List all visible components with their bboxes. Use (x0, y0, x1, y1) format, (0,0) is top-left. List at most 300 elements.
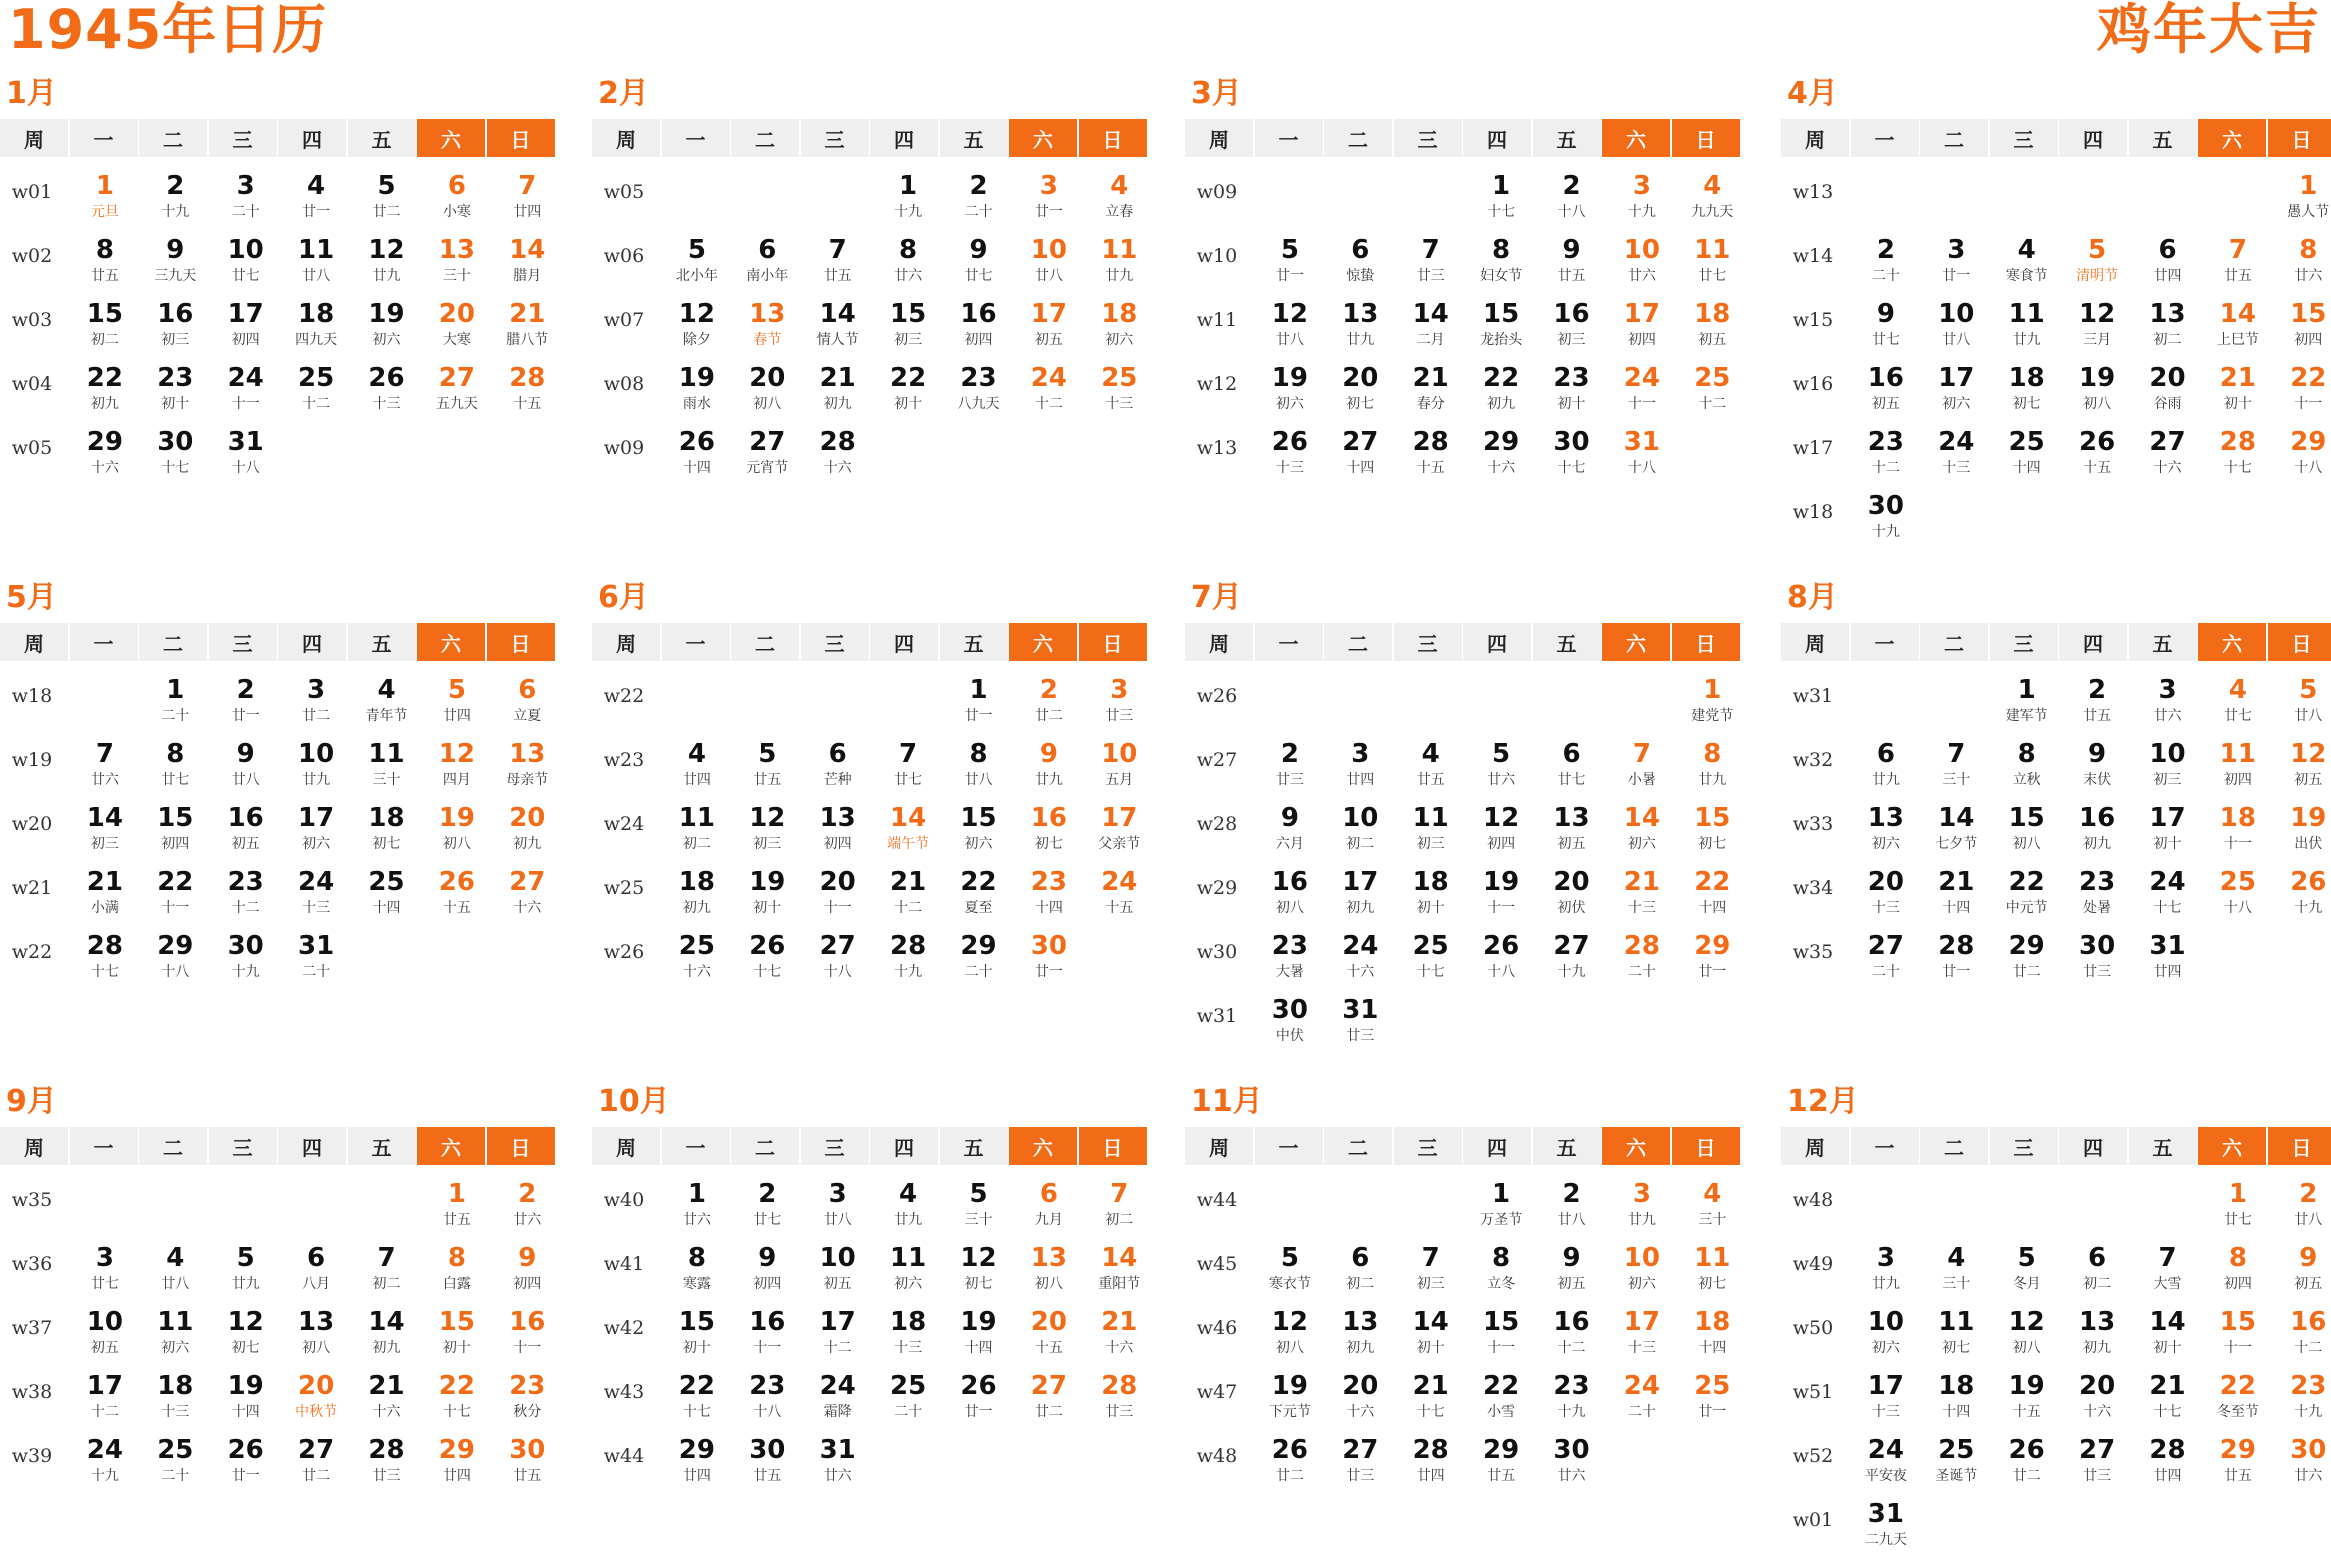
day-cell[interactable] (874, 865, 943, 929)
day-cell[interactable] (493, 297, 562, 361)
day-cell[interactable] (733, 1241, 802, 1305)
day-cell[interactable] (662, 1433, 731, 1497)
day-cell[interactable] (662, 737, 731, 801)
day-cell[interactable] (1537, 233, 1606, 297)
day-cell[interactable] (944, 1305, 1013, 1369)
day-cell[interactable] (944, 801, 1013, 865)
day-cell[interactable] (1607, 297, 1676, 361)
day-cell[interactable] (141, 1241, 210, 1305)
day-cell[interactable] (1255, 737, 1324, 801)
day-cell[interactable] (2063, 673, 2132, 737)
day-cell[interactable] (2274, 1369, 2331, 1433)
day-cell[interactable] (2133, 297, 2202, 361)
day-cell[interactable] (2203, 737, 2272, 801)
day-cell[interactable] (70, 297, 139, 361)
day-cell[interactable] (1467, 1241, 1536, 1305)
day-cell[interactable] (1922, 425, 1991, 489)
day-cell[interactable] (352, 737, 421, 801)
day-cell[interactable] (1326, 361, 1395, 425)
day-cell[interactable] (1326, 425, 1395, 489)
day-cell[interactable] (2133, 673, 2202, 737)
day-cell[interactable] (874, 1369, 943, 1433)
day-cell[interactable] (944, 169, 1013, 233)
day-cell[interactable] (1326, 993, 1395, 1057)
day-cell[interactable] (70, 737, 139, 801)
day-cell[interactable] (803, 865, 872, 929)
day-cell[interactable] (803, 1177, 872, 1241)
day-cell[interactable] (493, 1305, 562, 1369)
day-cell[interactable] (1467, 361, 1536, 425)
day-cell[interactable] (493, 737, 562, 801)
day-cell[interactable] (2274, 673, 2331, 737)
day-cell[interactable] (211, 865, 280, 929)
day-cell[interactable] (1537, 1305, 1606, 1369)
day-cell[interactable] (422, 865, 491, 929)
day-cell[interactable] (2133, 1305, 2202, 1369)
day-cell[interactable] (70, 801, 139, 865)
day-cell[interactable] (141, 1433, 210, 1497)
day-cell[interactable] (1014, 865, 1083, 929)
day-cell[interactable] (662, 361, 731, 425)
day-cell[interactable] (803, 233, 872, 297)
day-cell[interactable] (1467, 233, 1536, 297)
day-cell[interactable] (1085, 297, 1154, 361)
day-cell[interactable] (493, 1369, 562, 1433)
day-cell[interactable] (70, 169, 139, 233)
day-cell[interactable] (662, 1177, 731, 1241)
day-cell[interactable] (2203, 233, 2272, 297)
day-cell[interactable] (944, 233, 1013, 297)
day-cell[interactable] (211, 1305, 280, 1369)
day-cell[interactable] (282, 1433, 351, 1497)
day-cell[interactable] (874, 801, 943, 865)
day-cell[interactable] (2063, 929, 2132, 993)
day-cell[interactable] (803, 1305, 872, 1369)
day-cell[interactable] (1922, 737, 1991, 801)
day-cell[interactable] (1085, 1241, 1154, 1305)
day-cell[interactable] (733, 801, 802, 865)
day-cell[interactable] (1922, 801, 1991, 865)
day-cell[interactable] (1014, 929, 1083, 993)
day-cell[interactable] (493, 1433, 562, 1497)
day-cell[interactable] (2133, 865, 2202, 929)
day-cell[interactable] (733, 425, 802, 489)
day-cell[interactable] (141, 929, 210, 993)
day-cell[interactable] (422, 1241, 491, 1305)
day-cell[interactable] (2063, 801, 2132, 865)
day-cell[interactable] (2274, 297, 2331, 361)
day-cell[interactable] (1537, 169, 1606, 233)
day-cell[interactable] (944, 673, 1013, 737)
day-cell[interactable] (211, 425, 280, 489)
day-cell[interactable] (1537, 865, 1606, 929)
day-cell[interactable] (874, 1241, 943, 1305)
day-cell[interactable] (1607, 737, 1676, 801)
day-cell[interactable] (2133, 1433, 2202, 1497)
day-cell[interactable] (1396, 1433, 1465, 1497)
day-cell[interactable] (2133, 233, 2202, 297)
day-cell[interactable] (141, 361, 210, 425)
day-cell[interactable] (70, 1433, 139, 1497)
day-cell[interactable] (1922, 1305, 1991, 1369)
day-cell[interactable] (803, 1369, 872, 1433)
day-cell[interactable] (803, 297, 872, 361)
day-cell[interactable] (1014, 737, 1083, 801)
day-cell[interactable] (1255, 993, 1324, 1057)
day-cell[interactable] (1922, 929, 1991, 993)
day-cell[interactable] (1678, 1241, 1747, 1305)
day-cell[interactable] (1255, 297, 1324, 361)
day-cell[interactable] (1537, 1433, 1606, 1497)
day-cell[interactable] (1678, 233, 1747, 297)
day-cell[interactable] (733, 1433, 802, 1497)
day-cell[interactable] (1396, 737, 1465, 801)
day-cell[interactable] (1851, 865, 1920, 929)
day-cell[interactable] (141, 1305, 210, 1369)
day-cell[interactable] (1607, 1369, 1676, 1433)
day-cell[interactable] (1396, 425, 1465, 489)
day-cell[interactable] (2133, 1241, 2202, 1305)
day-cell[interactable] (662, 1369, 731, 1433)
day-cell[interactable] (2063, 1433, 2132, 1497)
day-cell[interactable] (352, 1433, 421, 1497)
day-cell[interactable] (1014, 801, 1083, 865)
day-cell[interactable] (2063, 425, 2132, 489)
day-cell[interactable] (282, 233, 351, 297)
day-cell[interactable] (733, 865, 802, 929)
day-cell[interactable] (1537, 297, 1606, 361)
day-cell[interactable] (1851, 1497, 1920, 1561)
day-cell[interactable] (1396, 929, 1465, 993)
day-cell[interactable] (1014, 1177, 1083, 1241)
day-cell[interactable] (2203, 1177, 2272, 1241)
day-cell[interactable] (1326, 929, 1395, 993)
day-cell[interactable] (1537, 1177, 1606, 1241)
day-cell[interactable] (944, 1369, 1013, 1433)
day-cell[interactable] (1467, 297, 1536, 361)
day-cell[interactable] (2274, 233, 2331, 297)
day-cell[interactable] (352, 297, 421, 361)
day-cell[interactable] (493, 361, 562, 425)
day-cell[interactable] (141, 425, 210, 489)
day-cell[interactable] (1467, 801, 1536, 865)
day-cell[interactable] (2203, 801, 2272, 865)
day-cell[interactable] (352, 1241, 421, 1305)
day-cell[interactable] (2203, 1433, 2272, 1497)
day-cell[interactable] (662, 1305, 731, 1369)
day-cell[interactable] (282, 297, 351, 361)
day-cell[interactable] (1085, 801, 1154, 865)
day-cell[interactable] (1851, 801, 1920, 865)
day-cell[interactable] (733, 737, 802, 801)
day-cell[interactable] (422, 297, 491, 361)
day-cell[interactable] (2133, 1369, 2202, 1433)
day-cell[interactable] (662, 1241, 731, 1305)
day-cell[interactable] (733, 929, 802, 993)
day-cell[interactable] (944, 1241, 1013, 1305)
day-cell[interactable] (2274, 169, 2331, 233)
day-cell[interactable] (2274, 361, 2331, 425)
day-cell[interactable] (1467, 425, 1536, 489)
day-cell[interactable] (1467, 1177, 1536, 1241)
day-cell[interactable] (352, 673, 421, 737)
day-cell[interactable] (1326, 233, 1395, 297)
day-cell[interactable] (1851, 1433, 1920, 1497)
day-cell[interactable] (662, 297, 731, 361)
day-cell[interactable] (211, 737, 280, 801)
day-cell[interactable] (141, 169, 210, 233)
day-cell[interactable] (2203, 1241, 2272, 1305)
day-cell[interactable] (1851, 425, 1920, 489)
day-cell[interactable] (1992, 929, 2061, 993)
day-cell[interactable] (1607, 865, 1676, 929)
day-cell[interactable] (2274, 865, 2331, 929)
day-cell[interactable] (1014, 1241, 1083, 1305)
day-cell[interactable] (1326, 801, 1395, 865)
day-cell[interactable] (1607, 929, 1676, 993)
day-cell[interactable] (944, 865, 1013, 929)
day-cell[interactable] (70, 425, 139, 489)
day-cell[interactable] (282, 929, 351, 993)
day-cell[interactable] (70, 361, 139, 425)
day-cell[interactable] (2274, 1241, 2331, 1305)
day-cell[interactable] (1085, 233, 1154, 297)
day-cell[interactable] (2203, 673, 2272, 737)
day-cell[interactable] (1992, 1433, 2061, 1497)
day-cell[interactable] (1085, 169, 1154, 233)
day-cell[interactable] (211, 233, 280, 297)
day-cell[interactable] (141, 801, 210, 865)
day-cell[interactable] (1678, 297, 1747, 361)
day-cell[interactable] (803, 425, 872, 489)
day-cell[interactable] (2133, 361, 2202, 425)
day-cell[interactable] (1326, 865, 1395, 929)
day-cell[interactable] (662, 801, 731, 865)
day-cell[interactable] (2274, 425, 2331, 489)
day-cell[interactable] (211, 1369, 280, 1433)
day-cell[interactable] (662, 425, 731, 489)
day-cell[interactable] (1537, 1369, 1606, 1433)
day-cell[interactable] (2063, 737, 2132, 801)
day-cell[interactable] (1085, 673, 1154, 737)
day-cell[interactable] (2203, 1369, 2272, 1433)
day-cell[interactable] (733, 297, 802, 361)
day-cell[interactable] (2274, 1433, 2331, 1497)
day-cell[interactable] (1014, 233, 1083, 297)
day-cell[interactable] (422, 169, 491, 233)
day-cell[interactable] (803, 801, 872, 865)
day-cell[interactable] (1396, 1241, 1465, 1305)
day-cell[interactable] (1992, 361, 2061, 425)
day-cell[interactable] (2063, 297, 2132, 361)
day-cell[interactable] (662, 929, 731, 993)
day-cell[interactable] (1851, 361, 1920, 425)
day-cell[interactable] (803, 737, 872, 801)
day-cell[interactable] (1085, 865, 1154, 929)
day-cell[interactable] (2274, 1305, 2331, 1369)
day-cell[interactable] (422, 1177, 491, 1241)
day-cell[interactable] (1255, 1305, 1324, 1369)
day-cell[interactable] (1607, 425, 1676, 489)
day-cell[interactable] (2063, 361, 2132, 425)
day-cell[interactable] (70, 233, 139, 297)
day-cell[interactable] (1326, 297, 1395, 361)
day-cell[interactable] (282, 673, 351, 737)
day-cell[interactable] (1396, 865, 1465, 929)
day-cell[interactable] (2203, 297, 2272, 361)
day-cell[interactable] (1085, 1369, 1154, 1433)
day-cell[interactable] (1851, 929, 1920, 993)
day-cell[interactable] (1992, 425, 2061, 489)
day-cell[interactable] (1326, 1369, 1395, 1433)
day-cell[interactable] (1537, 737, 1606, 801)
day-cell[interactable] (944, 737, 1013, 801)
day-cell[interactable] (1467, 169, 1536, 233)
day-cell[interactable] (1537, 801, 1606, 865)
day-cell[interactable] (1396, 801, 1465, 865)
day-cell[interactable] (422, 673, 491, 737)
day-cell[interactable] (1607, 233, 1676, 297)
day-cell[interactable] (2274, 737, 2331, 801)
day-cell[interactable] (2063, 233, 2132, 297)
day-cell[interactable] (1014, 1369, 1083, 1433)
day-cell[interactable] (733, 1305, 802, 1369)
day-cell[interactable] (352, 1369, 421, 1433)
day-cell[interactable] (1467, 865, 1536, 929)
day-cell[interactable] (1607, 1241, 1676, 1305)
day-cell[interactable] (211, 673, 280, 737)
day-cell[interactable] (1537, 1241, 1606, 1305)
day-cell[interactable] (944, 297, 1013, 361)
day-cell[interactable] (1678, 673, 1747, 737)
day-cell[interactable] (1678, 737, 1747, 801)
day-cell[interactable] (1467, 1305, 1536, 1369)
day-cell[interactable] (1992, 297, 2061, 361)
day-cell[interactable] (422, 1305, 491, 1369)
day-cell[interactable] (422, 1369, 491, 1433)
day-cell[interactable] (944, 1177, 1013, 1241)
day-cell[interactable] (1992, 1369, 2061, 1433)
day-cell[interactable] (1851, 233, 1920, 297)
day-cell[interactable] (1396, 361, 1465, 425)
day-cell[interactable] (1537, 361, 1606, 425)
day-cell[interactable] (211, 169, 280, 233)
day-cell[interactable] (1537, 929, 1606, 993)
day-cell[interactable] (1467, 929, 1536, 993)
day-cell[interactable] (1607, 1177, 1676, 1241)
day-cell[interactable] (282, 737, 351, 801)
day-cell[interactable] (282, 361, 351, 425)
day-cell[interactable] (1085, 1305, 1154, 1369)
day-cell[interactable] (211, 1241, 280, 1305)
day-cell[interactable] (70, 1241, 139, 1305)
day-cell[interactable] (493, 865, 562, 929)
day-cell[interactable] (2133, 929, 2202, 993)
day-cell[interactable] (211, 297, 280, 361)
day-cell[interactable] (1085, 361, 1154, 425)
day-cell[interactable] (352, 1305, 421, 1369)
day-cell[interactable] (422, 737, 491, 801)
day-cell[interactable] (422, 233, 491, 297)
day-cell[interactable] (874, 297, 943, 361)
day-cell[interactable] (352, 233, 421, 297)
day-cell[interactable] (1255, 801, 1324, 865)
day-cell[interactable] (1326, 1433, 1395, 1497)
day-cell[interactable] (1255, 1369, 1324, 1433)
day-cell[interactable] (1678, 1177, 1747, 1241)
day-cell[interactable] (352, 169, 421, 233)
day-cell[interactable] (1607, 361, 1676, 425)
day-cell[interactable] (493, 673, 562, 737)
day-cell[interactable] (803, 361, 872, 425)
day-cell[interactable] (1851, 1241, 1920, 1305)
day-cell[interactable] (141, 865, 210, 929)
day-cell[interactable] (2203, 1305, 2272, 1369)
day-cell[interactable] (141, 1369, 210, 1433)
day-cell[interactable] (733, 361, 802, 425)
day-cell[interactable] (874, 169, 943, 233)
day-cell[interactable] (803, 1433, 872, 1497)
day-cell[interactable] (1085, 1177, 1154, 1241)
day-cell[interactable] (733, 1369, 802, 1433)
day-cell[interactable] (1537, 425, 1606, 489)
day-cell[interactable] (2063, 1241, 2132, 1305)
day-cell[interactable] (493, 1177, 562, 1241)
day-cell[interactable] (493, 169, 562, 233)
day-cell[interactable] (1992, 1305, 2061, 1369)
day-cell[interactable] (1678, 801, 1747, 865)
day-cell[interactable] (1396, 297, 1465, 361)
day-cell[interactable] (211, 361, 280, 425)
day-cell[interactable] (70, 1305, 139, 1369)
day-cell[interactable] (874, 1177, 943, 1241)
day-cell[interactable] (1014, 361, 1083, 425)
day-cell[interactable] (70, 865, 139, 929)
day-cell[interactable] (1607, 801, 1676, 865)
day-cell[interactable] (1255, 425, 1324, 489)
day-cell[interactable] (352, 865, 421, 929)
day-cell[interactable] (2274, 1177, 2331, 1241)
day-cell[interactable] (1678, 361, 1747, 425)
day-cell[interactable] (2133, 801, 2202, 865)
day-cell[interactable] (874, 233, 943, 297)
day-cell[interactable] (733, 233, 802, 297)
day-cell[interactable] (1255, 361, 1324, 425)
day-cell[interactable] (1992, 801, 2061, 865)
day-cell[interactable] (282, 1305, 351, 1369)
day-cell[interactable] (1396, 1305, 1465, 1369)
day-cell[interactable] (70, 1369, 139, 1433)
day-cell[interactable] (1396, 1369, 1465, 1433)
day-cell[interactable] (1922, 865, 1991, 929)
day-cell[interactable] (874, 737, 943, 801)
day-cell[interactable] (2203, 425, 2272, 489)
day-cell[interactable] (1255, 1241, 1324, 1305)
day-cell[interactable] (1014, 169, 1083, 233)
day-cell[interactable] (803, 929, 872, 993)
day-cell[interactable] (1992, 1241, 2061, 1305)
day-cell[interactable] (1678, 1305, 1747, 1369)
day-cell[interactable] (1014, 673, 1083, 737)
day-cell[interactable] (1851, 489, 1920, 553)
day-cell[interactable] (1014, 1305, 1083, 1369)
day-cell[interactable] (141, 297, 210, 361)
day-cell[interactable] (282, 169, 351, 233)
day-cell[interactable] (874, 929, 943, 993)
day-cell[interactable] (803, 1241, 872, 1305)
day-cell[interactable] (1851, 1369, 1920, 1433)
day-cell[interactable] (1607, 169, 1676, 233)
